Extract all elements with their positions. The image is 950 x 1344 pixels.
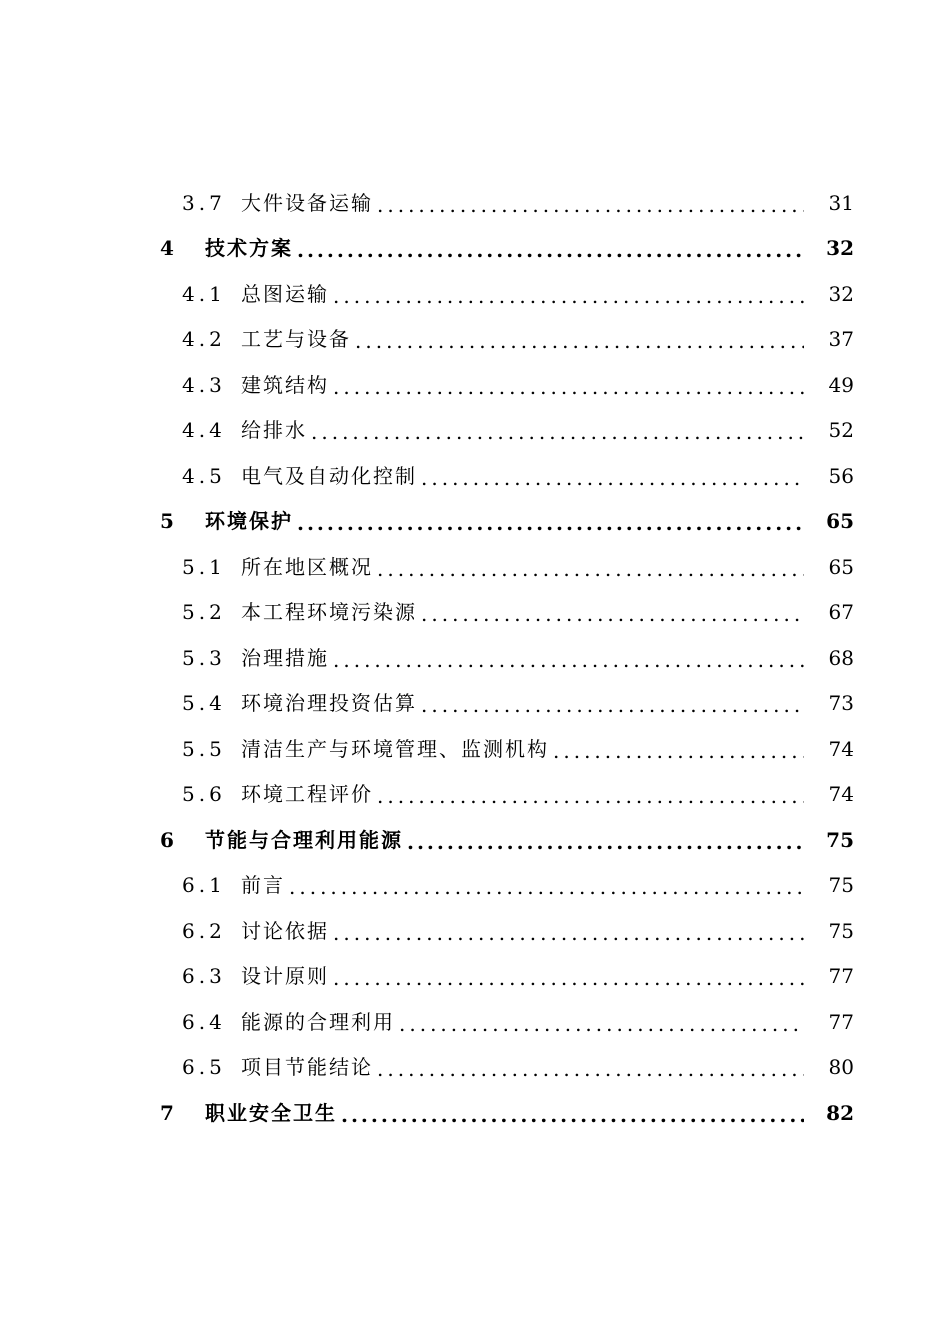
section-number: 5.2: [182, 600, 226, 625]
toc-entry[interactable]: [0, 180, 950, 226]
section-title: 电气及自动化控制: [241, 463, 417, 488]
toc-entry[interactable]: [0, 635, 950, 681]
page-number: 67: [828, 600, 854, 625]
page-number: 68: [828, 645, 854, 670]
toc-entry[interactable]: [0, 772, 950, 818]
section-title: 能源的合理利用: [241, 1009, 395, 1034]
section-number: 4.5: [182, 463, 226, 488]
section-title: 前言: [241, 873, 285, 898]
dot-leader: [421, 693, 804, 713]
section-title: 工艺与设备: [241, 327, 351, 352]
page-number: 73: [828, 691, 854, 716]
section-title: 环境工程评价: [241, 782, 373, 807]
chapter-number: 5: [160, 509, 174, 534]
toc-entry[interactable]: [0, 726, 950, 772]
toc-entry[interactable]: [0, 453, 950, 499]
dot-leader: [289, 875, 804, 895]
dot-leader: [355, 329, 804, 349]
section-title: 本工程环境污染源: [241, 600, 417, 625]
toc-entry[interactable]: [0, 544, 950, 590]
section-number: 4.1: [182, 281, 226, 306]
section-title: 总图运输: [241, 281, 329, 306]
section-number: 5.6: [182, 782, 226, 807]
toc-entry[interactable]: [0, 954, 950, 1000]
page-number: 82: [826, 1100, 854, 1125]
page-number: 77: [828, 1009, 854, 1034]
section-title: 大件设备运输: [241, 190, 373, 215]
page-number: 32: [826, 236, 854, 261]
section-number: 5.3: [182, 645, 226, 670]
section-number: 6.2: [182, 918, 226, 943]
chapter-number: 6: [160, 827, 174, 852]
page-number: 74: [828, 782, 854, 807]
chapter-title: 技术方案: [205, 236, 293, 261]
section-number: 5.4: [182, 691, 226, 716]
toc-entry[interactable]: [0, 999, 950, 1045]
section-title: 所在地区概况: [241, 554, 373, 579]
dot-leader: [297, 238, 804, 258]
chapter-number: 4: [160, 236, 174, 261]
dot-leader: [399, 1012, 804, 1032]
section-title: 环境治理投资估算: [241, 691, 417, 716]
dot-leader: [311, 420, 804, 440]
dot-leader: [377, 557, 804, 577]
section-number: 4.2: [182, 327, 226, 352]
toc-entry[interactable]: [0, 817, 950, 863]
dot-leader: [407, 830, 804, 850]
section-title: 治理措施: [241, 645, 329, 670]
dot-leader: [377, 1057, 804, 1077]
toc-entry[interactable]: [0, 408, 950, 454]
page-number: 80: [828, 1055, 854, 1080]
toc-entry[interactable]: [0, 362, 950, 408]
dot-leader: [333, 648, 804, 668]
page-number: 32: [828, 281, 854, 306]
section-title: 给排水: [241, 418, 307, 443]
page-number: 56: [828, 463, 854, 488]
page-number: 74: [828, 736, 854, 761]
section-title: 设计原则: [241, 964, 329, 989]
toc-entry[interactable]: [0, 908, 950, 954]
page-number: 75: [828, 918, 854, 943]
dot-leader: [333, 966, 804, 986]
dot-leader: [297, 511, 804, 531]
page-number: 52: [828, 418, 854, 443]
page-number: 75: [828, 873, 854, 898]
chapter-title: 环境保护: [205, 509, 293, 534]
section-number: 5.5: [182, 736, 226, 761]
dot-leader: [333, 921, 804, 941]
section-number: 6.5: [182, 1055, 226, 1080]
section-number: 6.1: [182, 873, 226, 898]
section-title: 清洁生产与环境管理、监测机构: [241, 736, 549, 761]
toc-entry[interactable]: [0, 590, 950, 636]
dot-leader: [377, 784, 804, 804]
chapter-title: 职业安全卫生: [205, 1100, 337, 1125]
dot-leader: [553, 739, 804, 759]
section-title: 项目节能结论: [241, 1055, 373, 1080]
toc-entry[interactable]: [0, 863, 950, 909]
section-number: 4.4: [182, 418, 226, 443]
section-number: 6.4: [182, 1009, 226, 1034]
section-number: 5.1: [182, 554, 226, 579]
section-number: 3.7: [182, 190, 226, 215]
chapter-title: 节能与合理利用能源: [205, 827, 403, 852]
page-number: 65: [828, 554, 854, 579]
section-title: 建筑结构: [241, 372, 329, 397]
dot-leader: [333, 375, 804, 395]
dot-leader: [341, 1103, 804, 1123]
toc-entry[interactable]: [0, 681, 950, 727]
toc-entry[interactable]: [0, 271, 950, 317]
page-number: 77: [828, 964, 854, 989]
dot-leader: [333, 284, 804, 304]
toc-entry[interactable]: [0, 1045, 950, 1091]
toc-entry[interactable]: [0, 317, 950, 363]
page-number: 65: [826, 509, 854, 534]
section-number: 4.3: [182, 372, 226, 397]
chapter-number: 7: [160, 1100, 174, 1125]
table-of-contents: [0, 180, 950, 1136]
dot-leader: [421, 466, 804, 486]
section-title: 讨论依据: [241, 918, 329, 943]
page-number: 49: [828, 372, 854, 397]
toc-entry[interactable]: [0, 226, 950, 272]
section-number: 6.3: [182, 964, 226, 989]
dot-leader: [421, 602, 804, 622]
page-number: 31: [828, 190, 854, 215]
dot-leader: [377, 193, 804, 213]
page-number: 37: [828, 327, 854, 352]
toc-entry[interactable]: [0, 1090, 950, 1136]
page-number: 75: [826, 827, 854, 852]
toc-entry[interactable]: [0, 499, 950, 545]
